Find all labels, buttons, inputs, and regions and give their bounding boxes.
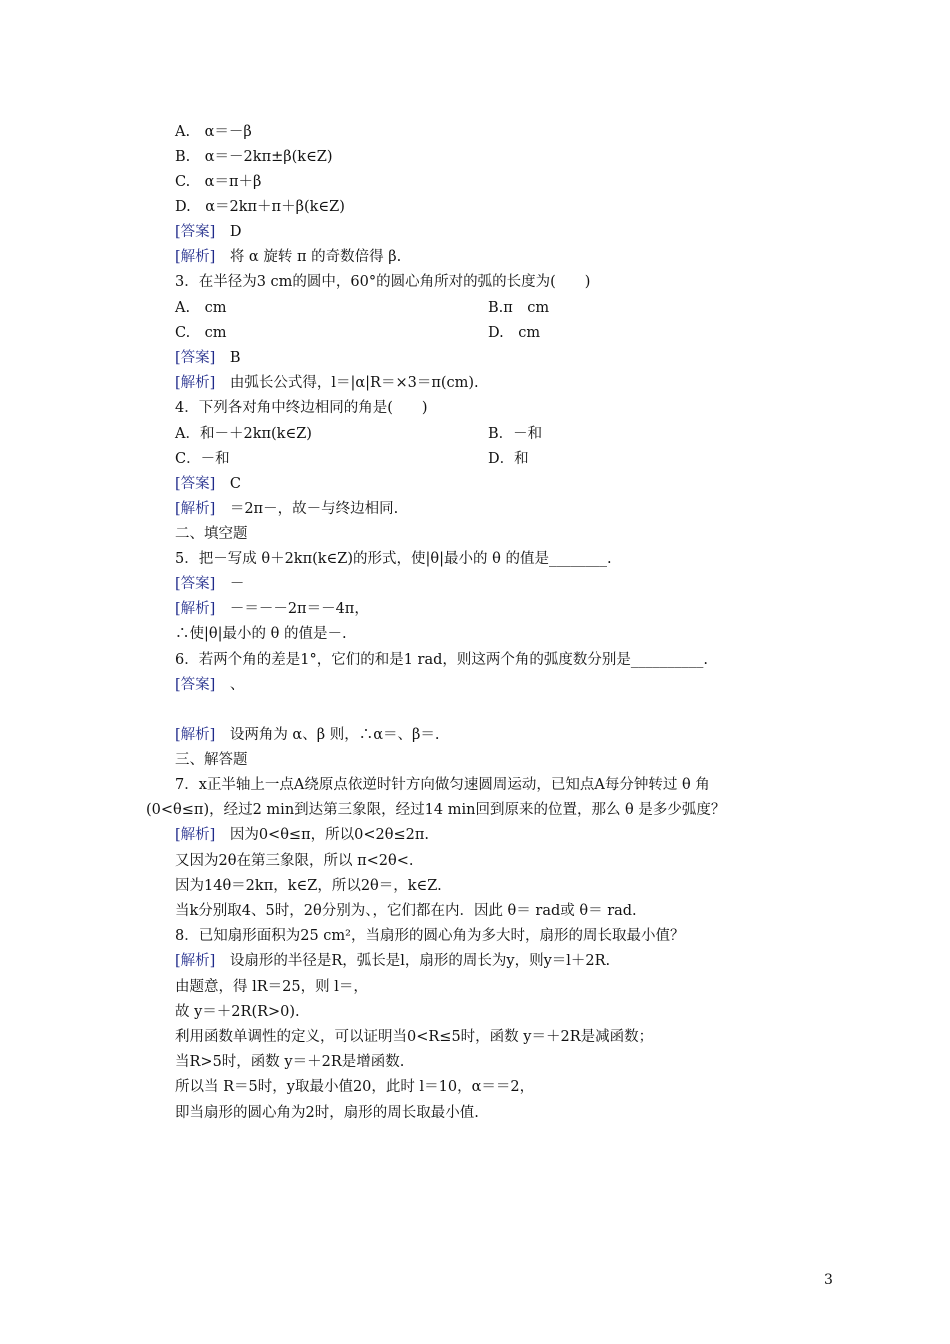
body-line: ∴使|θ|最小的 θ 的值是－. [175, 626, 347, 642]
analysis-text: －＝－－2π＝－4π， [215, 601, 369, 617]
answer-tag: [答案] [175, 350, 216, 366]
question-7-continued: (0<θ≤π)，经过2 min到达第三象限，经过14 min回到原来的位置，那么 θ 是多少弧度？ [146, 802, 726, 818]
answer-line [175, 222, 241, 242]
answer-tag: [答案] [175, 476, 216, 492]
answer-text: 、 [215, 677, 245, 693]
option-d-line: D. α＝2kπ＋π＋β(k∈Z) [175, 199, 345, 215]
question-6: 6．若两个角的差是1°，它们的和是1 rad，则这两个角的弧度数分别是__________. [175, 652, 708, 668]
option-a-line: A. α＝－β [175, 124, 252, 140]
answer-line [175, 348, 240, 368]
option-b-line: B. α＝－2kπ±β(k∈Z) [175, 149, 333, 165]
body-line: 当R>5时，函数 y＝＋2R是增函数. [175, 1054, 405, 1070]
question-7: 7．x正半轴上一点A绕原点依逆时针方向做匀速圆周运动，已知点A每分钟转过 θ 角 [175, 777, 710, 793]
analysis-text: 设扇形的半径是R，弧长是l，扇形的周长为y，则y＝l＋2R. [215, 953, 611, 969]
question-8: 8．已知扇形面积为25 cm²，当扇形的圆心角为多大时，扇形的周长取最小值？ [175, 928, 685, 944]
question-5: 5．把－写成 θ＋2kπ(k∈Z)的形式，使|θ|最小的 θ 的值是________. [175, 551, 612, 567]
analysis-tag: [解析] [175, 501, 216, 517]
option-line: C. cm [175, 325, 227, 341]
analysis-line [175, 499, 398, 519]
analysis-text: 因为0<θ≤π，所以0<2θ≤2π. [215, 827, 429, 843]
analysis-line [175, 825, 429, 845]
section-heading: 二、填空题 [175, 526, 248, 542]
page-number: 3 [824, 1272, 833, 1288]
analysis-line [175, 599, 369, 619]
analysis-text: 设两角为 α、β 则，∴α＝、β＝. [215, 727, 440, 743]
body-line: 利用函数单调性的定义，可以证明当0<R≤5时，函数 y＝＋2R是减函数； [175, 1029, 654, 1045]
analysis-line [175, 725, 440, 745]
analysis-tag: [解析] [175, 953, 216, 969]
analysis-tag: [解析] [175, 827, 216, 843]
body-line: 即当扇形的圆心角为2时，扇形的周长取最小值. [175, 1105, 479, 1121]
option-line-right: B．－和 [488, 426, 543, 442]
analysis-text: ＝2π－，故－与终边相同. [215, 501, 399, 517]
answer-text: C [215, 476, 241, 492]
answer-line [175, 675, 244, 695]
answer-tag: [答案] [175, 576, 216, 592]
body-line: 由题意，得 lR＝25，则 l＝， [175, 979, 368, 995]
question-4: 4．下列各对角中终边相同的角是( ) [175, 400, 428, 416]
body-line: 因为14θ＝2kπ，k∈Z，所以2θ＝，k∈Z. [175, 878, 442, 894]
option-line-right: D. cm [488, 325, 541, 341]
answer-line [175, 574, 244, 594]
analysis-line [175, 373, 479, 393]
analysis-line [175, 247, 401, 267]
analysis-line [175, 951, 610, 971]
analysis-text: 由弧长公式得，l＝|α|R＝×3＝π(cm). [215, 375, 479, 391]
section-heading: 三、解答题 [175, 752, 248, 768]
answer-tag: [答案] [175, 224, 216, 240]
analysis-tag: [解析] [175, 601, 216, 617]
analysis-tag: [解析] [175, 375, 216, 391]
option-line: A．和－＋2kπ(k∈Z) [175, 426, 312, 442]
analysis-tag: [解析] [175, 727, 216, 743]
answer-line [175, 474, 241, 494]
option-line-right: D．和 [488, 451, 529, 467]
body-line: 所以当 R＝5时，y取最小值20，此时 l＝10，α＝＝2， [175, 1079, 535, 1095]
option-c-line: C. α＝π＋β [175, 174, 262, 190]
question-3: 3．在半径为3 cm的圆中，60°的圆心角所对的弧的长度为( ) [175, 274, 591, 290]
body-line: 故 y＝＋2R(R>0). [175, 1004, 300, 1020]
answer-tag: [答案] [175, 677, 216, 693]
option-line: A. cm [175, 300, 227, 316]
answer-text: B [215, 350, 241, 366]
answer-text: － [215, 576, 245, 592]
body-line: 当k分别取4、5时，2θ分别为、，它们都在内．因此 θ＝ rad或 θ＝ rad. [175, 903, 637, 919]
answer-text: D [215, 224, 242, 240]
option-line: C．－和 [175, 451, 230, 467]
body-line: 又因为2θ在第三象限，所以 π<2θ<. [175, 853, 414, 869]
analysis-tag: [解析] [175, 249, 216, 265]
option-line-right: B.π cm [488, 300, 550, 316]
analysis-text: 将 α 旋转 π 的奇数倍得 β. [215, 249, 402, 265]
